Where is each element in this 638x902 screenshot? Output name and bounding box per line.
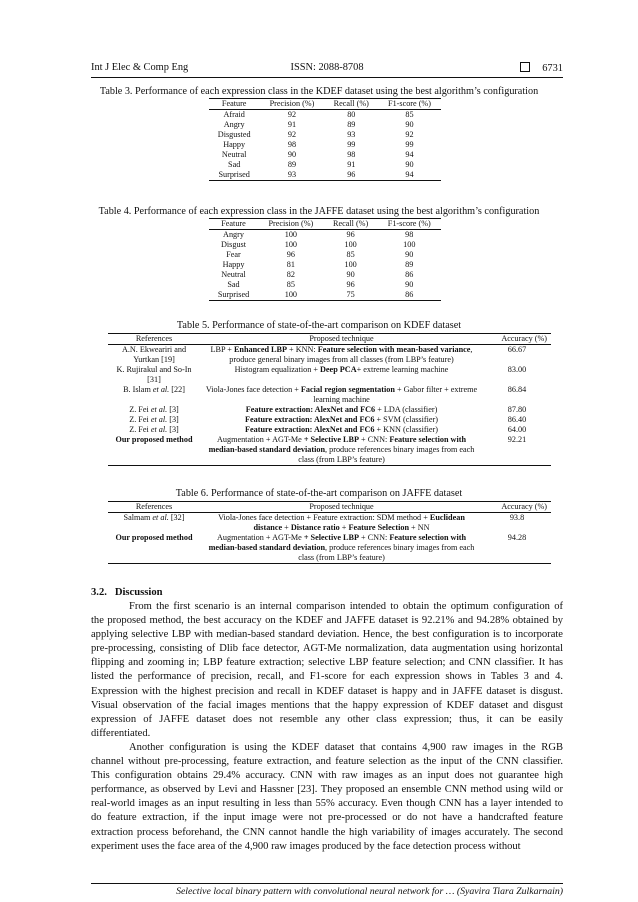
column-header: F1-score (%) <box>378 219 441 230</box>
accuracy-cell: 83.00 <box>507 365 527 374</box>
column-header: Precision (%) <box>259 99 324 110</box>
table-cell: 90 <box>405 160 414 169</box>
table-cell: 90 <box>405 250 414 259</box>
table-row <box>209 230 441 241</box>
technique-cell: Viola-Jones face detection + Facial region segmentation + Gabor filter + extreme learning machine <box>205 385 478 404</box>
issn: ISSN: 2088-8708 <box>290 62 364 73</box>
technique-cell: Augmentation + AGT-Me + Selective LBP + CNN: Feature selection with median-based standard deviation, produce references binary images from each class (from LBP’s feature) <box>200 533 483 564</box>
table-row <box>108 365 551 385</box>
table-cell: 100 <box>344 260 357 269</box>
table-cell: 85 <box>346 250 355 259</box>
table-cell: 98 <box>287 140 297 149</box>
table-cell: 91 <box>287 120 297 129</box>
table-cell: 100 <box>344 240 357 249</box>
text-line: channel without pre-processing, feature extraction, and feature selection as the input of the CNN classifier. <box>91 756 563 768</box>
accuracy-cell: 86.84 <box>507 385 527 394</box>
table-cell: Angry <box>223 120 245 129</box>
table-row <box>209 130 441 140</box>
table-row <box>108 513 551 534</box>
table-cell: 90 <box>405 120 414 129</box>
technique-cell: Feature extraction: AlexNet and FC6 + LDA (classifier) <box>245 405 438 414</box>
table-cell: 96 <box>346 230 355 239</box>
header-rule <box>91 77 563 78</box>
table-row <box>209 250 441 260</box>
table4-caption: Table 4. Performance of each expression class in the JAFFE dataset using the best algorithm’s configuration <box>98 206 540 217</box>
table-cell: 82 <box>286 270 295 279</box>
table-row <box>209 260 441 270</box>
table-cell: Disgusted <box>217 130 251 139</box>
text-line: Expression with the highest precision and recall in KDEF dataset is happy and in JAFFE dataset is disgust. <box>91 685 563 697</box>
table-row <box>209 290 441 301</box>
column-header: Recall (%) <box>324 219 378 230</box>
column-header: References <box>108 334 200 345</box>
discussion-paragraph-1 <box>91 600 563 741</box>
table-cell: 91 <box>347 160 356 169</box>
running-header <box>91 62 563 76</box>
table-row <box>209 120 441 130</box>
discussion-paragraph-2 <box>91 741 563 854</box>
technique-cell: Feature extraction: AlexNet and FC6 + KNN (classifier) <box>245 425 438 434</box>
table-cell: Sad <box>227 280 240 289</box>
reference-cell: Z. Fei et al. [3] <box>129 425 179 434</box>
table3 <box>209 98 441 181</box>
column-header: Accuracy (%) <box>483 502 551 513</box>
table-cell: 94 <box>378 170 441 181</box>
text-line: applying selective LBP with median-based standard deviation. Hence, the best configuration is to incorporate <box>91 629 563 641</box>
technique-cell: LBP + Enhanced LBP + KNN: Feature selection with mean-based variance, produce general binary images from all classes (from LBP’s feature) <box>210 345 473 364</box>
text-line: the proposed method, the best accuracy on the KDEF and JAFFE dataset is 92.21% and 94.28% obtained by <box>91 615 563 627</box>
table-cell: 85 <box>405 110 414 119</box>
text-line: Visual observation of the facial images mentions that the happy expression of KDEF dataset and disgust <box>91 699 563 711</box>
text-line: extraction process beforehand, the CNN cannot handle the high variability of images accurately. The second <box>91 826 563 838</box>
technique-cell: Augmentation + AGT-Me + Selective LBP + CNN: Feature selection with median-based standard deviation, produce references binary images from each class (from LBP’s feature) <box>200 435 483 466</box>
table-cell: 92 <box>287 130 297 139</box>
text-line: real-world images as an input resulting in less than 55% accuracy. Even though CNN has a layer intended to <box>91 798 563 810</box>
text-line: do feature extraction, if the input image were not pre-processed or do not have a handcrafted feature <box>91 812 563 824</box>
table-row <box>209 140 441 150</box>
table-cell: Disgust <box>220 240 247 249</box>
text-line: Another configuration is using the KDEF dataset that contains 4,900 raw images in the RGB <box>129 742 563 753</box>
table-cell: 80 <box>347 110 356 119</box>
table-cell: Happy <box>222 260 245 269</box>
reference-cell: B. Islam et al. [22] <box>123 385 185 394</box>
text-line: flipping and zooming in; LBP feature extraction; selective LBP feature selection; and CNN classifier. It has <box>91 657 563 669</box>
table-row <box>209 280 441 290</box>
square-icon <box>520 62 530 72</box>
table-cell: Afraid <box>223 110 245 119</box>
reference-cell: Z. Fei et al. [3] <box>129 405 179 414</box>
reference-cell: Salmam et al. [32] <box>123 513 185 522</box>
table-cell: 89 <box>347 120 356 129</box>
table-cell: 100 <box>403 240 416 249</box>
column-header: Precision (%) <box>258 219 324 230</box>
table-cell: 94 <box>405 150 414 159</box>
accuracy-cell: 93.8 <box>509 513 525 522</box>
table-cell: Neutral <box>221 150 247 159</box>
technique-cell: Viola-Jones face detection + Feature extraction: SDM method + Euclidean distance + Distance ratio + Feature Selection + NN <box>218 513 465 532</box>
table-cell: 98 <box>405 230 414 239</box>
column-header: Proposed technique <box>200 334 483 345</box>
table-cell: 99 <box>405 140 414 149</box>
table-cell: Fear <box>226 250 241 259</box>
table-cell: 99 <box>347 140 356 149</box>
table5-caption: Table 5. Performance of state-of-the-art comparison on KDEF dataset <box>176 320 462 331</box>
table-cell: Surprised <box>209 170 259 181</box>
text-line: listed the performance of precision, recall, and F1-score for each expression shows in Tables 3 and 4. <box>91 671 563 683</box>
table6 <box>108 501 551 564</box>
table-cell: 92 <box>287 110 297 119</box>
table-row <box>108 533 551 564</box>
section-heading: 3.2. Discussion <box>91 587 163 598</box>
journal-name: Int J Elec & Comp Eng <box>91 62 189 73</box>
text-line: expression of JAFFE dataset does not resemble any other class expression; thus, it can be easily <box>91 713 563 725</box>
reference-cell: Our proposed method <box>108 435 200 466</box>
table-cell: Happy <box>223 140 246 149</box>
text-line: From the first scenario is an internal comparison intended to obtain the optimum configuration of <box>129 601 563 612</box>
table-cell: 90 <box>405 280 414 289</box>
table-row <box>108 435 551 466</box>
column-header: References <box>108 502 200 513</box>
table5 <box>108 333 551 466</box>
table-row <box>209 110 441 121</box>
table-cell: 93 <box>259 170 324 181</box>
table-cell: 90 <box>287 150 297 159</box>
table-cell: 96 <box>286 250 295 259</box>
reference-cell: Our proposed method <box>108 533 200 564</box>
reference-cell: Z. Fei et al. [3] <box>129 415 179 424</box>
table-row <box>209 170 441 181</box>
table-cell: 89 <box>287 160 297 169</box>
footer-rule <box>91 883 563 884</box>
table-cell: Surprised <box>209 290 258 301</box>
table-cell: 89 <box>405 260 414 269</box>
table-cell: 100 <box>284 230 297 239</box>
table-row <box>108 385 551 405</box>
text-line: This configuration obtains 29.4% accuracy. CNN with raw images as an input does not guarantee high <box>91 770 563 782</box>
table-cell: 86 <box>405 270 414 279</box>
accuracy-cell: 92.21 <box>483 435 551 466</box>
column-header: Proposed technique <box>200 502 483 513</box>
table-cell: 100 <box>258 290 324 301</box>
page-number-block <box>520 62 563 74</box>
table6-caption: Table 6. Performance of state-of-the-art comparison on JAFFE dataset <box>175 488 463 499</box>
accuracy-cell: 86.40 <box>507 415 527 424</box>
column-header: Recall (%) <box>325 99 378 110</box>
column-header: F1-score (%) <box>378 99 441 110</box>
table-cell: 85 <box>286 280 295 289</box>
accuracy-cell: 94.28 <box>483 533 551 564</box>
table3-caption: Table 3. Performance of each expression class in the KDEF dataset using the best algorithm’s configuration <box>99 86 539 97</box>
accuracy-cell: 64.00 <box>507 425 527 434</box>
table-row <box>209 150 441 160</box>
table4 <box>209 218 441 301</box>
table-cell: 81 <box>286 260 295 269</box>
column-header: Feature <box>209 219 258 230</box>
column-header: Feature <box>209 99 259 110</box>
text-line: experiment uses the face area of the 4,900 raw images produced by the face detection process without <box>91 840 521 852</box>
table-cell: Sad <box>228 160 241 169</box>
text-line: pre-processing, consisting of Dlib face detector, AGT-Me normalization, data augmentation using horizontal <box>91 643 563 655</box>
technique-cell: Feature extraction: AlexNet and FC6 + SVM (classifier) <box>245 415 438 424</box>
table-cell: 90 <box>346 270 355 279</box>
reference-cell: K. Rujirakul and So-In [31] <box>116 365 192 384</box>
reference-cell: A.N. Ekweariri and Yurtkan [19] <box>121 345 187 364</box>
running-footer: Selective local binary pattern with convolutional neural network for … (Syavira Tiara Zulkarnain) <box>176 886 563 897</box>
table-row <box>209 160 441 170</box>
technique-cell: Histogram equalization + Deep PCA+ extreme learning machine <box>234 365 449 374</box>
table-row <box>108 345 551 366</box>
text-line: differentiated. <box>91 727 151 739</box>
table-row <box>209 270 441 280</box>
accuracy-cell: 87.80 <box>507 405 527 414</box>
table-cell: 93 <box>347 130 356 139</box>
table-cell: 98 <box>347 150 356 159</box>
column-header: Accuracy (%) <box>483 334 551 345</box>
table-cell: 96 <box>325 170 378 181</box>
accuracy-cell: 66.67 <box>507 345 527 354</box>
table-cell: Angry <box>223 230 244 239</box>
table-row <box>108 405 551 415</box>
table-cell: 86 <box>378 290 441 301</box>
table-row <box>209 240 441 250</box>
table-row <box>108 415 551 425</box>
table-cell: 75 <box>324 290 378 301</box>
text-line: performance, as observed by Levi and Hassner [23]. They proposed an ensemble CNN method using wild or <box>91 784 563 796</box>
table-cell: 96 <box>346 280 355 289</box>
table-cell: 92 <box>405 130 414 139</box>
table-cell: 100 <box>284 240 297 249</box>
table-row <box>108 425 551 435</box>
page-number: 6731 <box>542 63 563 74</box>
table-cell: Neutral <box>221 270 246 279</box>
